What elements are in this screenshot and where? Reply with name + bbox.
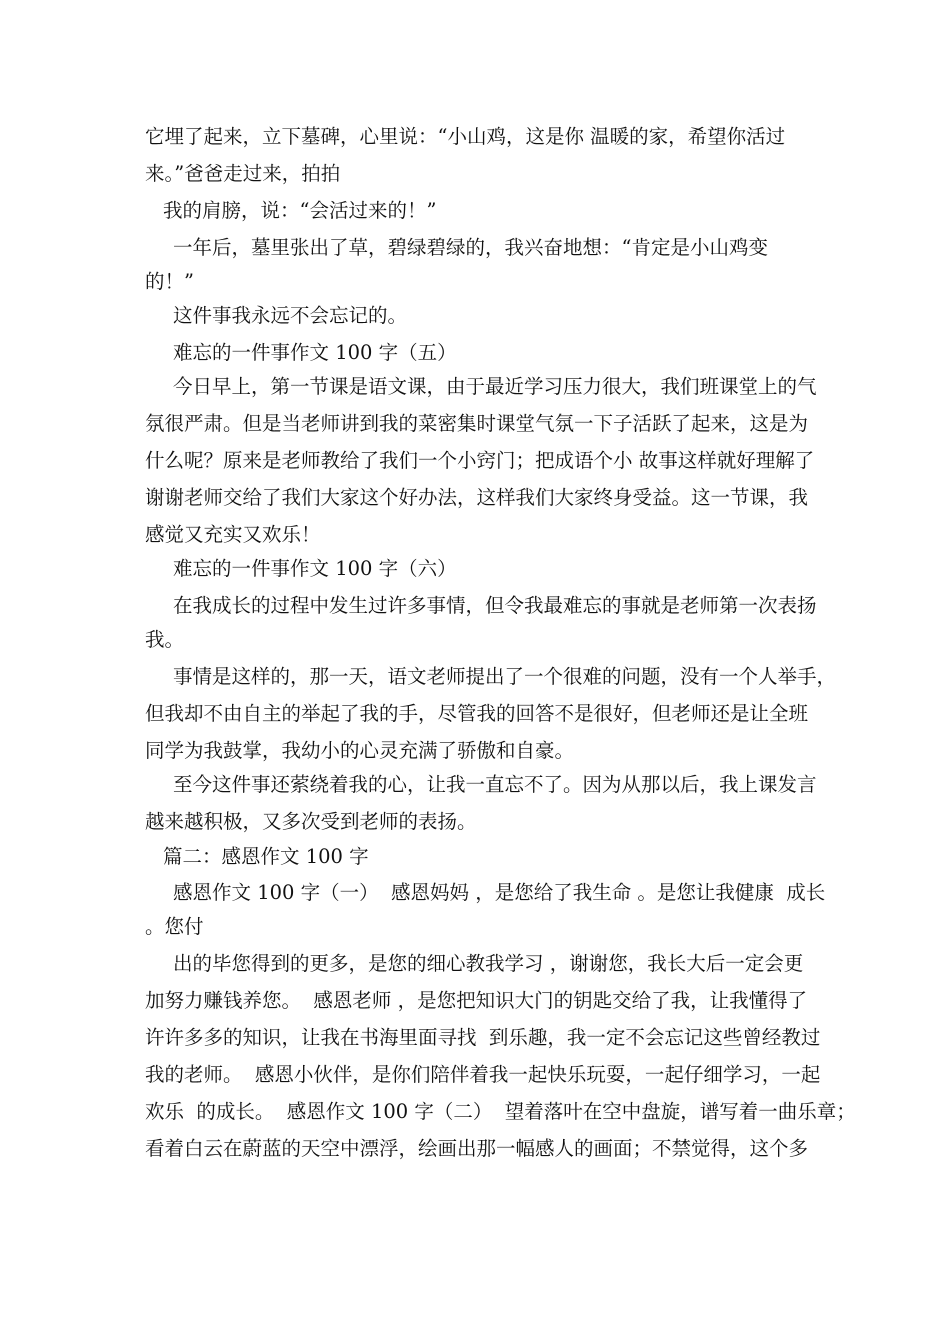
text-line: 同学为我鼓掌，我幼小的心灵充满了骄傲和自豪。	[145, 739, 575, 762]
text-line: 许许多多的知识，让我在书海里面寻找 到乐趣，我一定不会忘记这些曾经教过	[145, 1026, 821, 1049]
text-line: 在我成长的过程中发生过许多事情，但令我最难忘的事就是老师第一次表扬	[173, 594, 817, 617]
text-line: 今日早上，第一节课是语文课，由于最近学习压力很大，我们班课堂上的气	[173, 375, 817, 398]
text-line: 越来越积极，又多次受到老师的表扬。	[145, 810, 477, 833]
text-line: 来。”爸爸走过来，拍拍	[145, 162, 341, 185]
text-line: 加努力赚钱养您。 感恩老师 ，是您把知识大门的钥匙交给了我，让我懂得了	[145, 989, 808, 1012]
text-line: 它埋了起来，立下墓碑，心里说：“小山鸡，这是你 温暖的家，希望你活过	[145, 125, 786, 148]
text-line: 欢乐 的成长。 感恩作文 100 字（二） 望着落叶在空中盘旋，谱写着一曲乐章；	[145, 1100, 856, 1123]
text-line: 感恩作文 100 字（一） 感恩妈妈 ，是您给了我生命 。是您让我健康 成长	[173, 881, 826, 904]
text-line: 我。	[145, 628, 185, 651]
text-line: 看着白云在蔚蓝的天空中漂浮，绘画出那一幅感人的画面；不禁觉得，这个多	[145, 1137, 809, 1160]
text-line: 。您付	[145, 915, 204, 938]
text-line: 一年后，墓里张出了草，碧绿碧绿的，我兴奋地想：“肯定是小山鸡变	[173, 236, 768, 259]
text-line: 事情是这样的，那一天，语文老师提出了一个很难的问题，没有一个人举手，	[173, 665, 837, 688]
text-line: 出的毕您得到的更多，是您的细心教我学习 ，谢谢您，我长大后一定会更	[173, 952, 804, 975]
text-line: 感觉又充实又欢乐！	[145, 523, 321, 546]
section-heading: 难忘的一件事作文 100 字（五）	[173, 341, 457, 364]
section-heading: 篇二：感恩作文 100 字	[163, 845, 369, 868]
text-line: 氛很严肃。但是当老师讲到我的菜密集时课堂气氛一下子活跃了起来，这是为	[145, 412, 809, 435]
text-line: 我的肩膀，说：“会活过来的！”	[163, 199, 437, 222]
text-line: 至今这件事还萦绕着我的心，让我一直忘不了。因为从那以后，我上课发言	[173, 773, 817, 796]
text-line: 什么呢？原来是老师教给了我们一个小窍门；把成语个小 故事这样就好理解了	[145, 449, 815, 472]
section-heading: 难忘的一件事作文 100 字（六）	[173, 557, 457, 580]
text-line: 这件事我永远不会忘记的。	[173, 304, 408, 327]
text-line: 我的老师。 感恩小伙伴，是你们陪伴着我一起快乐玩耍，一起仔细学习，一起	[145, 1063, 821, 1086]
text-line: 但我却不由自主的举起了我的手，尽管我的回答不是很好，但老师还是让全班	[145, 702, 809, 725]
text-line: 的！”	[145, 270, 194, 293]
text-line: 谢谢老师交给了我们大家这个好办法，这样我们大家终身受益。这一节课，我	[145, 486, 809, 509]
